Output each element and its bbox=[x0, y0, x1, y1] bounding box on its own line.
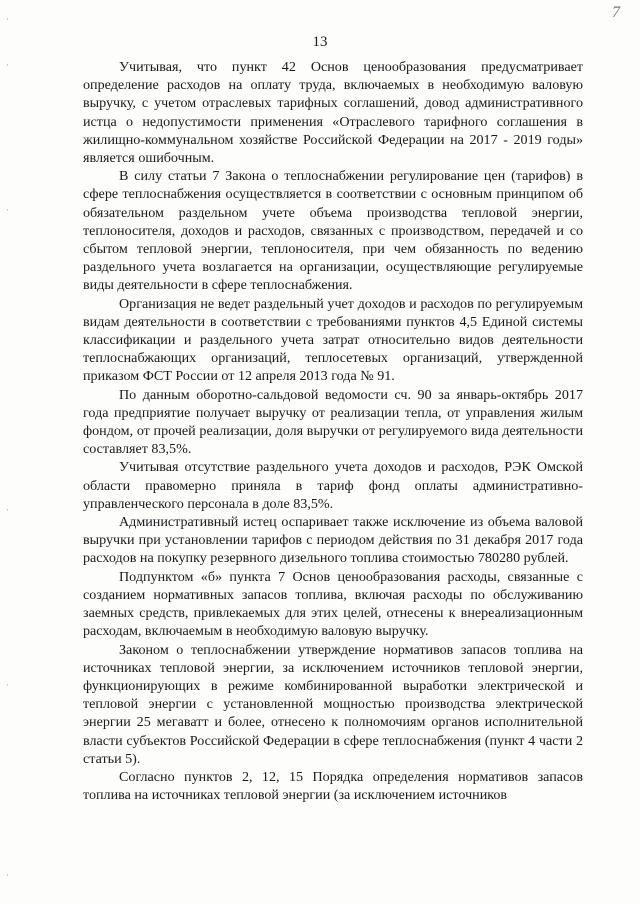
paragraph: Согласно пунктов 2, 12, 15 Порядка определения нормативов запасов топлива на источниках тепловой энергии (за исключением источников bbox=[83, 768, 583, 804]
margin-speck: · bbox=[6, 60, 9, 70]
paragraph: Административный истец оспаривает также исключение из объема валовой выручки при установлении тарифов с периодом действия по 31 декабря 2017 года расходов на покупку резервного дизельного топлива стоимостью 780280 рублей. bbox=[83, 514, 583, 567]
page-number: 13 bbox=[312, 34, 328, 50]
paragraph: В силу статьи 7 Закона о теплоснабжении регулирование цен (тарифов) в сфере теплоснабжения осуществляется в соответствии с основным принципом об обязательном раздельном учете объема производства тепловой энергии, теплоносителя, доходов и расходов, связанных с производством, передачей и со сбытом тепловой энергии, теплоносителя, при чем обязанность по ведению раздельного учета возлагается на организации, осуществляющие регулируемые виды деятельности в сфере теплоснабжения. bbox=[83, 168, 583, 294]
margin-speck: · bbox=[6, 680, 9, 690]
margin-speck: · bbox=[6, 505, 9, 515]
body-text bbox=[83, 58, 583, 804]
margin-speck: · bbox=[6, 870, 9, 880]
paragraph: Учитывая, что пункт 42 Основ ценообразования предусматривает определение расходов на оплату труда, включаемых в необходимую валовую выручку, с учетом отраслевых тарифных соглашений, довод административного истца о недопустимости применения «Отраслевого тарифного соглашения в жилищно-коммунальном хозяйстве Российской Федерации на 2017 - 2019 годы» является ошибочным. bbox=[83, 59, 583, 167]
paragraph: Подпунктом «б» пункта 7 Основ ценообразования расходы, связанные с созданием нормативных запасов топлива, включая расходы по обслуживанию заемных средств, привлекаемых для этих целей, отнесены к внереализационным расходам, включаемым в необходимую валовую выручку. bbox=[83, 568, 583, 640]
paragraph: Учитывая отсутствие раздельного учета доходов и расходов, РЭК Омской области правомерно приняла в тариф фонд оплаты административно-управленческого персонала в доле 83,5%. bbox=[83, 459, 583, 512]
handwritten-page-mark: 7 bbox=[612, 4, 620, 21]
margin-speck: · bbox=[6, 205, 9, 215]
paragraph: По данным оборотно-сальдовой ведомости сч. 90 за январь-октябрь 2017 года предприятие получает выручку от реализации тепла, от управления жилым фондом, от прочей реализации, доля выручки от регулируемого вида деятельности составляет 83,5%. bbox=[83, 386, 583, 458]
margin-speck: · bbox=[6, 14, 9, 24]
paragraph: Организация не ведет раздельный учет доходов и расходов по регулируемым видам деятельности в соответствии с требованиями пунктов 4,5 Единой системы классификации и раздельного учета затрат относительно видов деятельности теплоснабжающих организаций, теплосетевых организаций, утвержденной приказом ФСТ России от 12 апреля 2013 года № 91. bbox=[83, 295, 583, 385]
paragraph: Законом о теплоснабжении утверждение нормативов запасов топлива на источниках тепловой энергии, за исключением источников тепловой энергии, функционирующих в режиме комбинированной выработки электрической и тепловой энергии с установленной мощностью производства электрической энергии 25 мегаватт и более, отнесено к полномочиям органов исполнительной власти субъектов Российской Федерации в сфере теплоснабжения (пункт 4 части 2 статьи 5). bbox=[83, 641, 583, 767]
